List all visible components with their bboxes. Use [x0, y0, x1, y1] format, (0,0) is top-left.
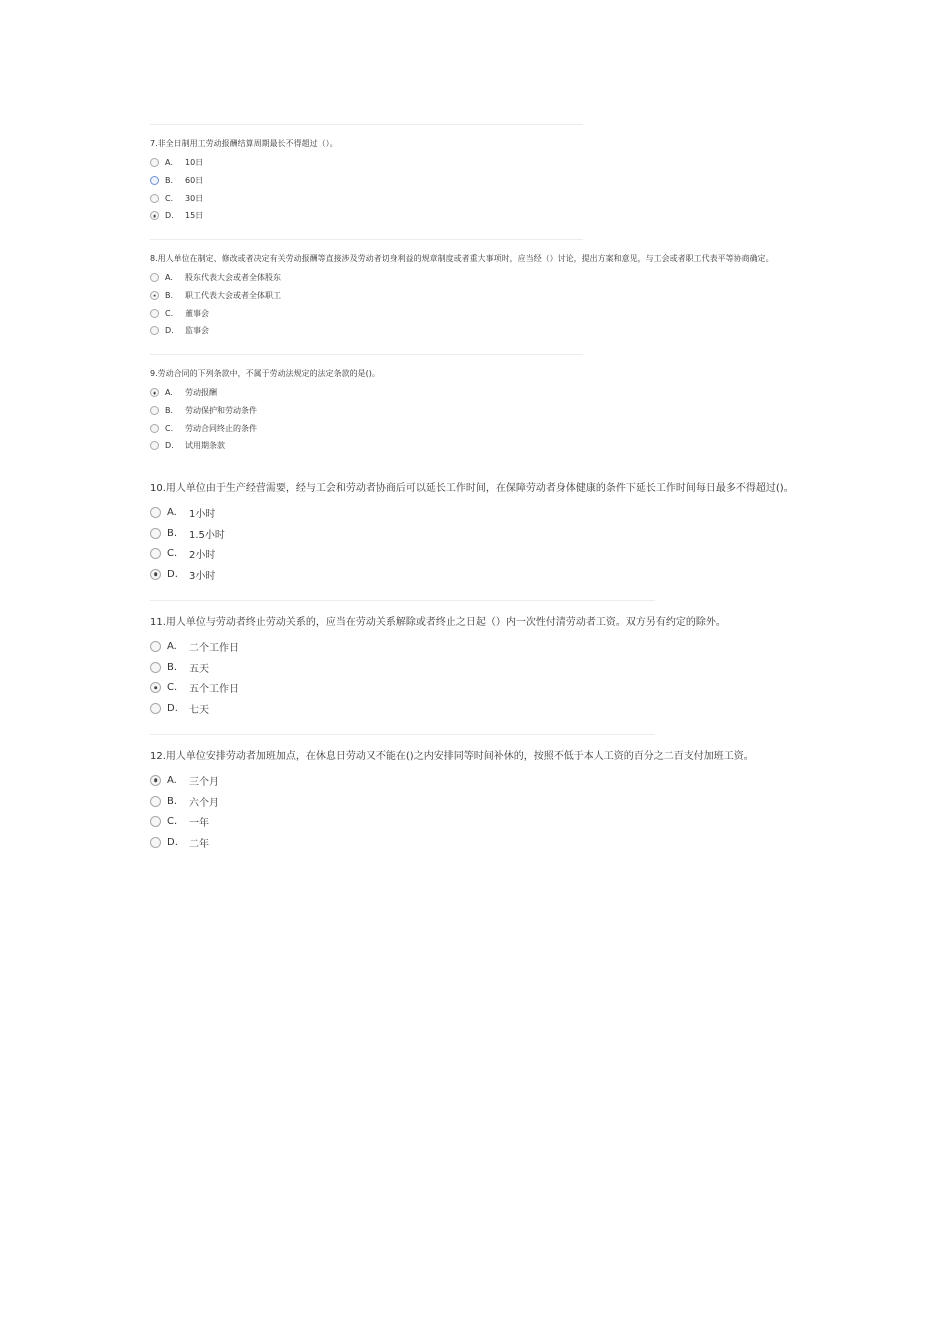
option-letter: C. [167, 548, 178, 560]
option-a[interactable] [150, 384, 380, 402]
option-letter: D. [167, 702, 178, 714]
option-letter: B. [167, 795, 178, 807]
option-c[interactable] [150, 811, 754, 832]
option-list [150, 154, 338, 225]
option-letter: A. [165, 388, 173, 398]
radio-icon[interactable] [150, 406, 159, 415]
option-letter: B. [165, 406, 174, 416]
option-a[interactable] [150, 502, 794, 523]
option-label: 五个工作日 [189, 684, 239, 696]
radio-icon[interactable] [150, 273, 159, 282]
option-label: 30日 [185, 193, 204, 203]
option-label: 10日 [185, 158, 204, 168]
option-label: 股东代表大会或者全体股东 [185, 273, 281, 283]
option-letter: D. [165, 441, 174, 451]
radio-icon[interactable] [150, 662, 161, 673]
option-label: 七天 [189, 704, 209, 716]
radio-icon[interactable] [150, 837, 161, 848]
radio-icon[interactable] [150, 528, 161, 539]
option-b[interactable] [150, 172, 338, 190]
radio-icon[interactable] [150, 211, 159, 220]
option-a[interactable] [150, 770, 754, 791]
option-label: 二年 [189, 838, 209, 850]
option-letter: B. [167, 661, 178, 673]
option-label: 监事会 [185, 326, 209, 336]
option-letter: A. [167, 506, 177, 518]
radio-icon[interactable] [150, 176, 159, 185]
option-label: 60日 [185, 176, 204, 186]
option-d[interactable] [150, 322, 774, 340]
radio-icon[interactable] [150, 441, 159, 450]
option-label: 劳动保护和劳动条件 [185, 406, 257, 416]
option-b[interactable] [150, 657, 726, 678]
option-c[interactable] [150, 189, 338, 207]
option-b[interactable] [150, 791, 754, 812]
option-label: 五天 [189, 663, 209, 675]
option-letter: D. [167, 836, 178, 848]
option-d[interactable] [150, 437, 380, 455]
option-letter: C. [167, 816, 178, 828]
option-label: 1.5小时 [189, 529, 225, 541]
radio-icon[interactable] [150, 569, 161, 580]
option-d[interactable] [150, 564, 794, 585]
option-label: 职工代表大会或者全体职工 [185, 291, 281, 301]
option-d[interactable] [150, 698, 726, 719]
radio-icon[interactable] [150, 424, 159, 433]
option-label: 15日 [185, 211, 204, 221]
option-label: 1小时 [189, 508, 216, 520]
option-list [150, 502, 794, 585]
option-label: 三个月 [189, 776, 219, 788]
option-list [150, 770, 754, 853]
option-label: 3小时 [189, 570, 216, 582]
option-letter: C. [165, 423, 174, 433]
question-9 [150, 368, 380, 455]
radio-icon[interactable] [150, 507, 161, 518]
option-a[interactable] [150, 154, 338, 172]
option-letter: A. [165, 158, 173, 168]
question-text: 11.用人单位与劳动者终止劳动关系的，应当在劳动关系解除或者终止之日起（）内一次性付清劳动者工资。双方另有约定的除外。 [150, 617, 726, 628]
question-text: 12.用人单位安排劳动者加班加点，在休息日劳动又不能在()之内安排同等时间补休的，按照不低于本人工资的百分之二百支付加班工资。 [150, 751, 754, 762]
option-label: 2小时 [189, 550, 216, 562]
option-letter: B. [167, 527, 178, 539]
question-10 [150, 482, 794, 585]
radio-icon[interactable] [150, 641, 161, 652]
option-letter: C. [165, 193, 174, 203]
option-list [150, 384, 380, 455]
option-c[interactable] [150, 419, 380, 437]
option-list [150, 269, 774, 340]
divider [150, 124, 583, 125]
option-letter: A. [167, 774, 177, 786]
radio-icon[interactable] [150, 682, 161, 693]
option-letter: A. [165, 273, 173, 283]
radio-icon[interactable] [150, 158, 159, 167]
radio-icon[interactable] [150, 309, 159, 318]
radio-icon[interactable] [150, 291, 159, 300]
option-letter: D. [167, 568, 178, 580]
option-c[interactable] [150, 543, 794, 564]
radio-icon[interactable] [150, 388, 159, 397]
radio-icon[interactable] [150, 816, 161, 827]
option-letter: D. [165, 211, 174, 221]
option-d[interactable] [150, 207, 338, 225]
option-label: 一年 [189, 818, 209, 830]
option-letter: B. [165, 291, 174, 301]
option-label: 试用期条款 [185, 441, 225, 451]
divider [150, 354, 583, 355]
option-letter: D. [165, 326, 174, 336]
option-label: 董事会 [185, 308, 209, 318]
option-b[interactable] [150, 523, 794, 544]
option-label: 劳动报酬 [185, 388, 217, 398]
question-text: 8.用人单位在制定、修改或者决定有关劳动报酬等直接涉及劳动者切身利益的规章制度或者重大事项时，应当经（）讨论，提出方案和意见，与工会或者职工代表平等协商确定。 [150, 254, 774, 263]
option-a[interactable] [150, 269, 774, 287]
option-letter: A. [167, 640, 177, 652]
radio-icon[interactable] [150, 775, 161, 786]
option-d[interactable] [150, 832, 754, 853]
option-c[interactable] [150, 677, 726, 698]
radio-icon[interactable] [150, 548, 161, 559]
radio-icon[interactable] [150, 326, 159, 335]
question-text: 10.用人单位由于生产经营需要，经与工会和劳动者协商后可以延长工作时间，在保障劳动者身体健康的条件下延长工作时间每日最多不得超过()。 [150, 483, 794, 494]
option-letter: C. [165, 308, 174, 318]
question-7 [150, 138, 338, 225]
question-text: 7.非全日制用工劳动报酬结算周期最长不得超过（）。 [150, 139, 338, 148]
question-12 [150, 750, 754, 853]
divider [150, 734, 655, 735]
question-11 [150, 616, 726, 719]
option-label: 二个工作日 [189, 642, 239, 654]
radio-icon[interactable] [150, 703, 161, 714]
option-a[interactable] [150, 636, 726, 657]
option-label: 六个月 [189, 797, 219, 809]
divider [150, 239, 583, 240]
question-text: 9.劳动合同的下列条款中，不属于劳动法规定的法定条款的是()。 [150, 369, 380, 378]
option-b[interactable] [150, 287, 774, 305]
option-list [150, 636, 726, 719]
option-letter: B. [165, 176, 174, 186]
radio-icon[interactable] [150, 796, 161, 807]
option-label: 劳动合同终止的条件 [185, 423, 257, 433]
option-letter: C. [167, 682, 178, 694]
question-8 [150, 253, 774, 340]
radio-icon[interactable] [150, 194, 159, 203]
option-c[interactable] [150, 304, 774, 322]
divider [150, 600, 655, 601]
option-b[interactable] [150, 402, 380, 420]
